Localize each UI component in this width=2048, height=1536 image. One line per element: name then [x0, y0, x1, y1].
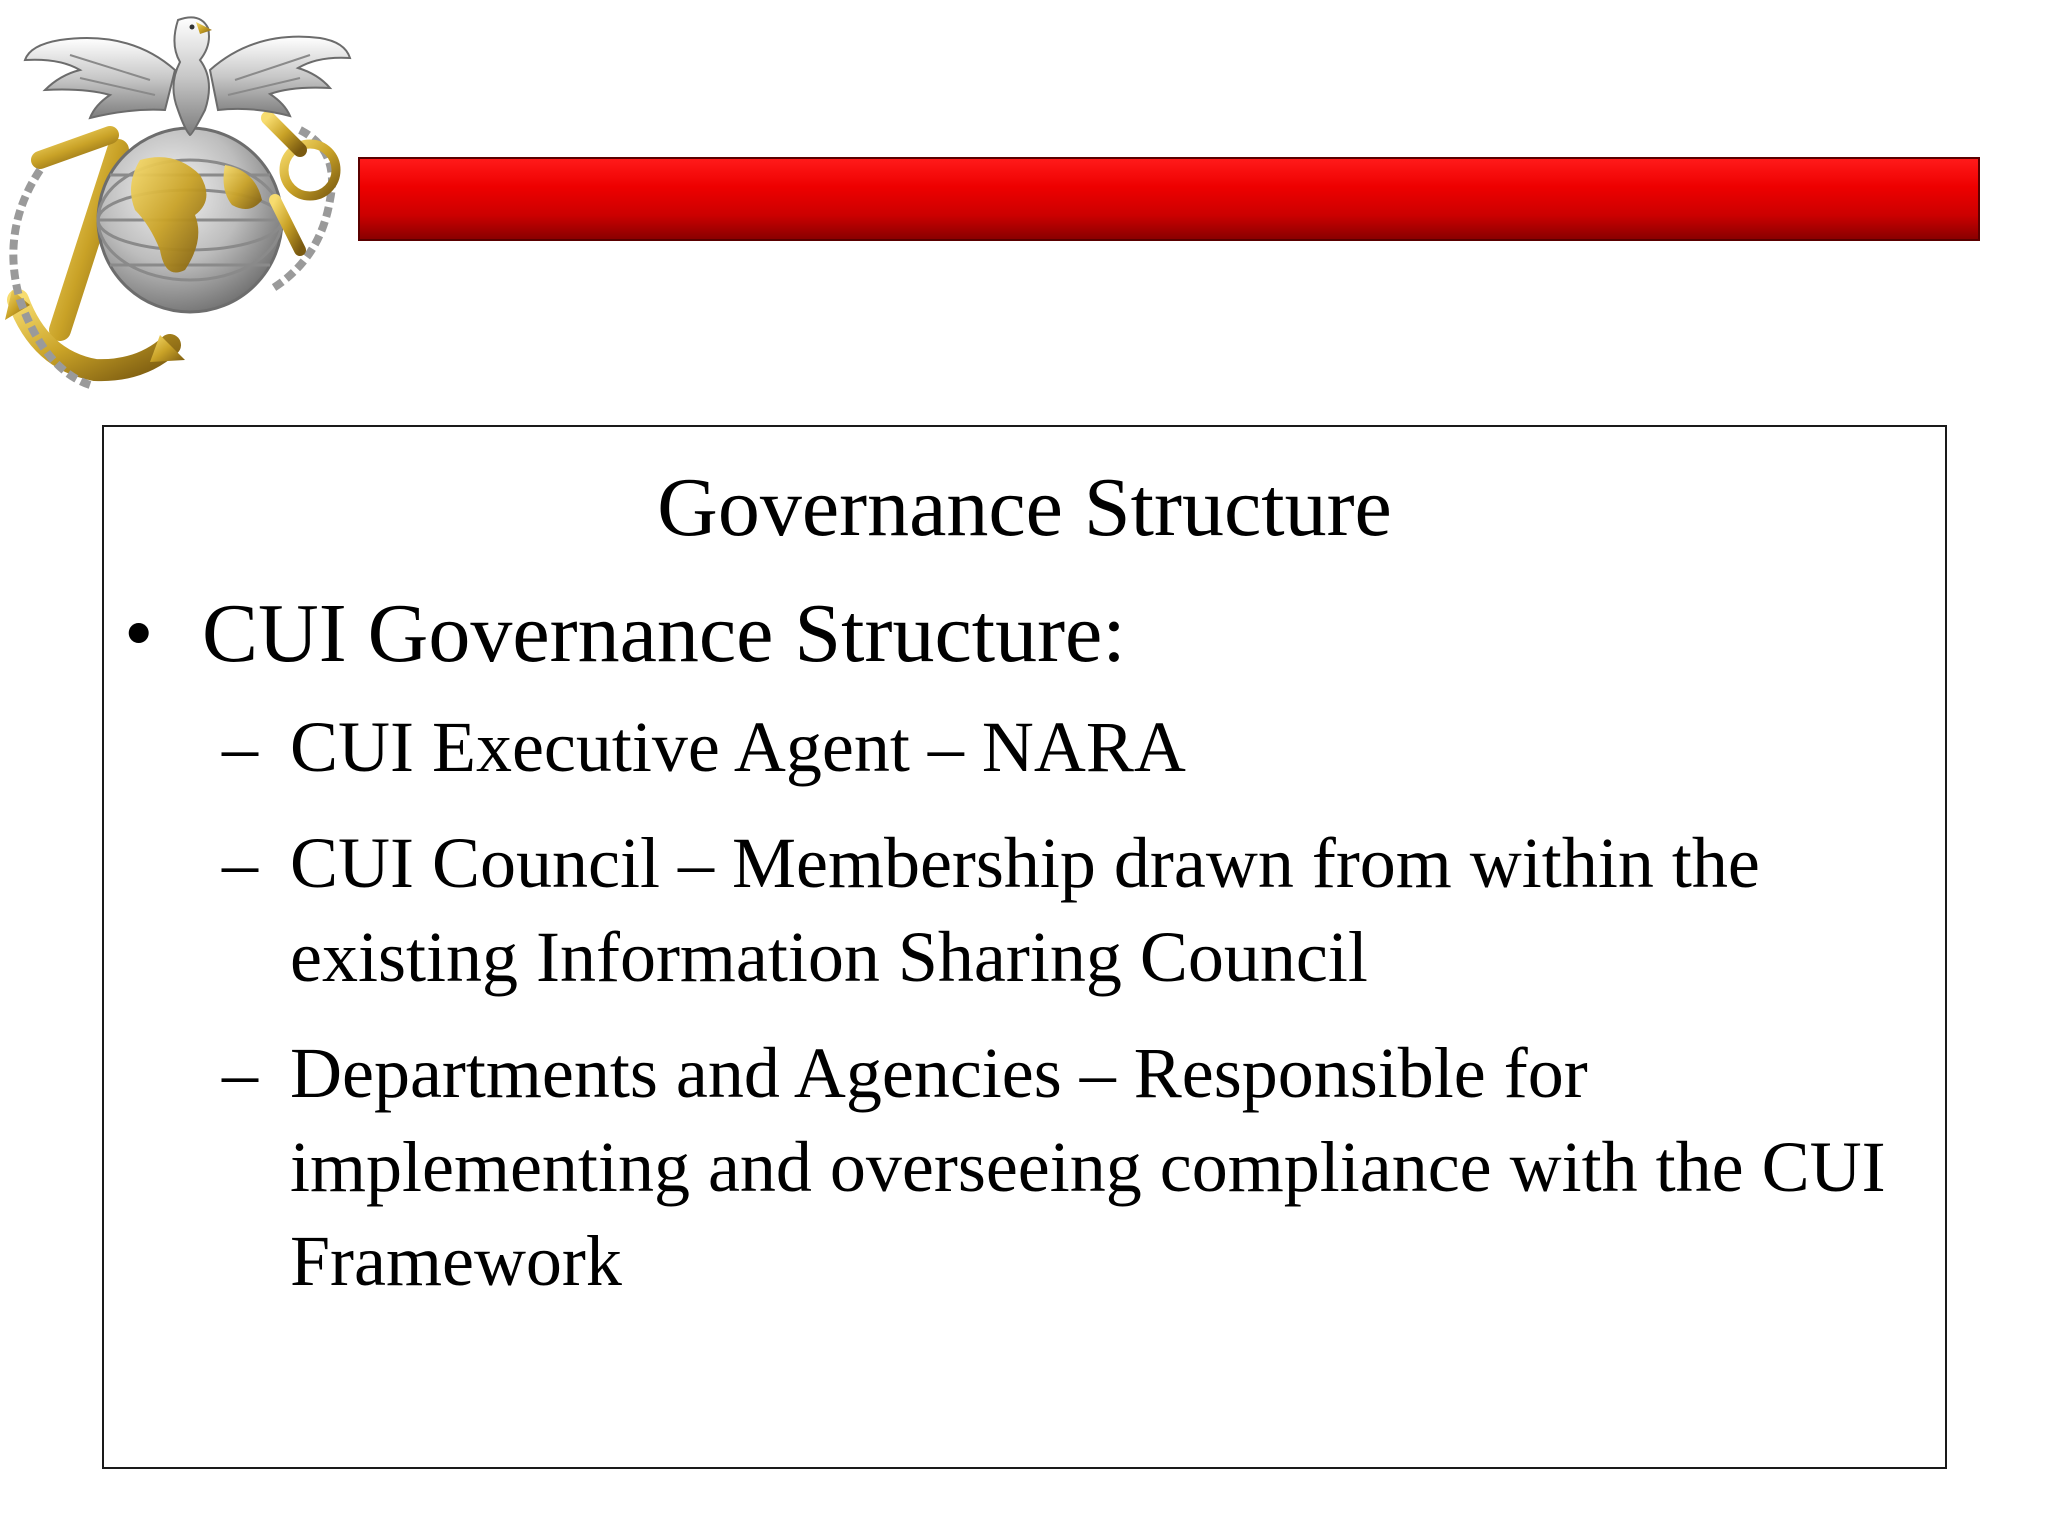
sub-bullet-marker: –: [222, 823, 258, 903]
sub-bullet-marker: –: [222, 1033, 258, 1113]
sub-bullet-item: [222, 816, 1942, 1004]
sub-bullet-text: CUI Council – Membership drawn from within the existing Information Sharing Council: [290, 823, 1760, 997]
sub-bullet-marker: –: [222, 707, 258, 787]
bullet-item: [124, 584, 1126, 684]
eagle-globe-anchor-icon: [0, 0, 356, 398]
bullet-marker: •: [124, 587, 154, 680]
bullet-text: CUI Governance Structure:: [202, 587, 1126, 680]
slide-title: Governance Structure: [657, 461, 1392, 554]
sub-bullet-text: Departments and Agencies – Responsible for implementing and overseeing compliance with the CUI Framework: [290, 1033, 1886, 1301]
sub-bullet-item: [222, 1026, 1942, 1308]
content-box: [102, 425, 1947, 1469]
header-red-bar: [358, 157, 1980, 241]
sub-bullet-item: [222, 700, 1942, 794]
sub-bullet-text: CUI Executive Agent – NARA: [290, 707, 1186, 787]
